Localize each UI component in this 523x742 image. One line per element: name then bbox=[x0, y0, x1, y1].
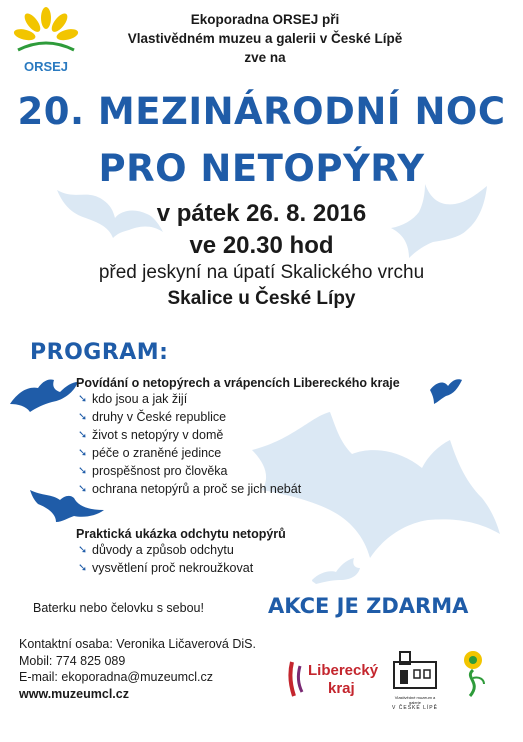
contact-phone: Mobil: 774 825 089 bbox=[19, 653, 126, 668]
section-1-title: Povídání o netopýrech a vrápencích Libereckého kraje bbox=[76, 376, 400, 390]
event-title-line-2: PRO NETOPÝRY bbox=[98, 147, 425, 190]
arrow-icon: ➘ bbox=[78, 544, 88, 556]
list-item: ➘ kdo jsou a jak žijí bbox=[78, 392, 188, 406]
list-item: ➘ druhy v České republice bbox=[78, 410, 227, 424]
list-item: ➘ prospěšnost pro člověka bbox=[78, 464, 228, 478]
website-link[interactable]: www.muzeumcl.cz bbox=[19, 686, 129, 701]
museum-caption-2: V ČESKÉ LÍPĚ bbox=[392, 705, 438, 711]
green-leaf-icon bbox=[456, 648, 490, 700]
event-time: ve 20.30 hod bbox=[189, 232, 334, 259]
program-section-1 bbox=[76, 376, 400, 498]
museum-caption: Vlastivědné muzeum a galerie bbox=[394, 695, 436, 705]
arrow-icon: ➘ bbox=[78, 562, 88, 574]
arrow-icon: ➘ bbox=[78, 411, 88, 423]
kraj-label: kraj bbox=[328, 680, 355, 697]
event-place: před jeskyní na úpatí Skalického vrchu bbox=[98, 262, 425, 283]
organizer-header bbox=[100, 10, 430, 67]
arrow-icon: ➘ bbox=[78, 447, 88, 459]
bat-icon bbox=[8, 374, 80, 414]
arrow-icon: ➘ bbox=[78, 429, 88, 441]
logo-text: ORSEJ bbox=[23, 59, 69, 74]
header-line-2: Vlastivědném muzeu a galerii v České Lípě bbox=[127, 31, 403, 46]
list-item: ➘ život s netopýry v domě bbox=[78, 428, 224, 442]
event-title-line-1: 20. MEZINÁRODNÍ NOC bbox=[17, 90, 506, 133]
green-leaf-logo bbox=[456, 648, 490, 700]
arrow-icon: ➘ bbox=[78, 393, 88, 405]
museum-building-icon bbox=[390, 648, 440, 690]
header-line-1: Ekoporadna ORSEJ při bbox=[190, 12, 340, 27]
contact-person: Kontaktní osaba: Veronika Ličaverová DiS. bbox=[19, 637, 256, 651]
liberecky-kraj-logo bbox=[286, 656, 379, 702]
arrow-icon: ➘ bbox=[78, 483, 88, 495]
orsej-logo bbox=[12, 6, 80, 72]
museum-logo bbox=[390, 648, 440, 711]
contact-block bbox=[19, 636, 256, 702]
contact-email[interactable]: E-mail: ekoporadna@muzeumcl.cz bbox=[19, 670, 214, 684]
list-item: ➘ vysvětlení proč nekroužkovat bbox=[78, 561, 254, 575]
bat-icon bbox=[310, 550, 366, 586]
event-date: v pátek 26. 8. 2016 bbox=[156, 200, 367, 227]
sun-flower-icon bbox=[12, 6, 80, 60]
bat-icon bbox=[428, 376, 464, 406]
free-admission-banner: AKCE JE ZDARMA bbox=[268, 594, 469, 618]
event-location: Skalice u České Lípy bbox=[167, 288, 356, 309]
program-section-2 bbox=[76, 527, 286, 577]
section-2-list bbox=[76, 541, 286, 577]
header-line-3: zve na bbox=[244, 50, 286, 65]
liberecky-label: Liberecký bbox=[308, 662, 379, 679]
program-heading: PROGRAM: bbox=[30, 340, 169, 365]
list-item: ➘ péče o zraněné jedince bbox=[78, 446, 222, 460]
bring-flashlight-note: Baterku nebo čelovku s sebou! bbox=[33, 601, 204, 615]
section-2-title: Praktická ukázka odchytu netopýrů bbox=[76, 527, 286, 541]
section-1-list bbox=[76, 390, 400, 498]
list-item: ➘ ochrana netopýrů a proč se jich nebát bbox=[78, 482, 302, 496]
arrow-icon: ➘ bbox=[78, 465, 88, 477]
list-item: ➘ důvody a způsob odchytu bbox=[78, 543, 234, 557]
